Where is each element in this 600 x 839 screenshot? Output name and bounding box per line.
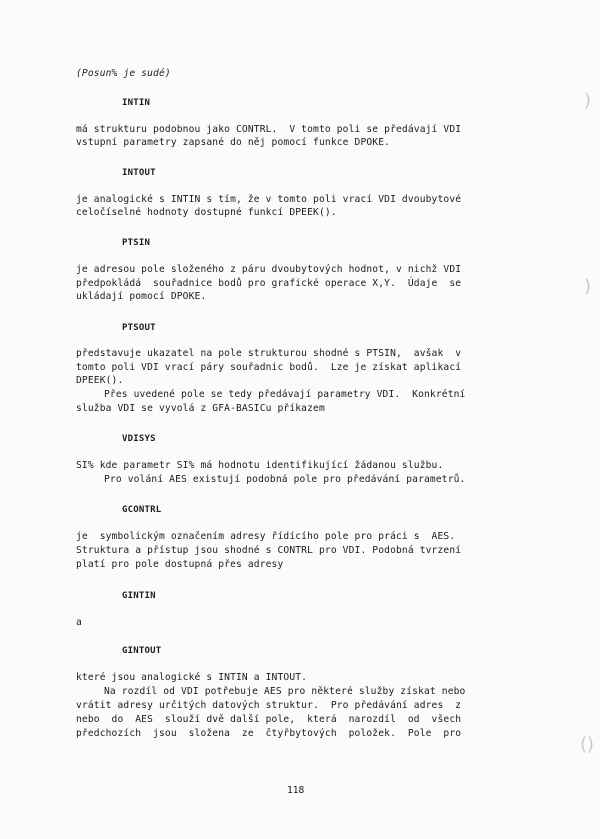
- text-line: nebo do AES slouží dvě další pole, která narozdíl od všech: [76, 714, 462, 725]
- text-line: předpokládá souřadnice bodů pro grafické operace X,Y. Údaje se: [76, 278, 462, 289]
- intro-line: (Posun% je sudé): [76, 68, 171, 79]
- heading-gintout: GINTOUT: [122, 646, 162, 656]
- text-line: Pro volání AES existují podobná pole pro předávání parametrů.: [104, 474, 466, 485]
- text-line: které jsou analogické s INTIN a INTOUT.: [76, 672, 308, 683]
- page-number: 118: [287, 785, 305, 796]
- margin-mark: ): [584, 276, 592, 297]
- heading-vdisys: VDISYS: [122, 434, 156, 444]
- text-line: a: [76, 617, 82, 628]
- text-line: je analogické s INTIN s tím, že v tomto poli vrací VDI dvoubytové: [76, 194, 462, 205]
- heading-ptsout: PTSOUT: [122, 323, 156, 333]
- text-line: ukládají pomocí DPOKE.: [76, 291, 207, 302]
- text-line: tomto poli VDI vrací páry souřadnic bodů. Lze je získat aplikací: [76, 362, 462, 373]
- text-line: předchozích jsou složena ze čtyřbytových položek. Pole pro: [76, 728, 462, 739]
- text-line: služba VDI se vyvolá z GFA-BASICu příkazem: [76, 403, 325, 414]
- text-line: celočíselné hodnoty dostupné funkcí DPEEK().: [76, 207, 337, 218]
- text-line: platí pro pole dostupná přes adresy: [76, 559, 284, 570]
- heading-intin: INTIN: [122, 98, 151, 108]
- heading-gintin: GINTIN: [122, 591, 156, 601]
- heading-intout: INTOUT: [122, 168, 156, 178]
- text-line: DPEEK().: [76, 375, 124, 386]
- text-line: Přes uvedené pole se tedy předávají parametry VDI. Konkrétní: [104, 389, 466, 400]
- text-line: Struktura a přístup jsou shodné s CONTRL pro VDI. Podobná tvrzení: [76, 545, 462, 556]
- margin-mark: ): [584, 90, 592, 111]
- heading-ptsin: PTSIN: [122, 238, 151, 248]
- text-line: vrátit adresy určitých datových struktur. Pro předávání adres z: [76, 700, 462, 711]
- margin-mark: (): [580, 734, 595, 755]
- text-line: je symbolickým označením adresy řídícího pole pro práci s AES.: [76, 531, 456, 542]
- text-line: vstupní parametry zapsané do něj pomocí funkce DPOKE.: [76, 137, 391, 148]
- text-line: je adresou pole složeného z páru dvoubytových hodnot, v nichž VDI: [76, 264, 462, 275]
- text-line: Na rozdíl od VDI potřebuje AES pro některé služby získat nebo: [104, 686, 466, 697]
- text-line: SI% kde parametr SI% má hodnotu identifikující žádanou službu.: [76, 460, 444, 471]
- text-line: představuje ukazatel na pole strukturou shodné s PTSIN, avšak v: [76, 348, 462, 359]
- text-line: má strukturu podobnou jako CONTRL. V tomto poli se předávají VDI: [76, 124, 462, 135]
- heading-gcontrl: GCONTRL: [122, 505, 162, 515]
